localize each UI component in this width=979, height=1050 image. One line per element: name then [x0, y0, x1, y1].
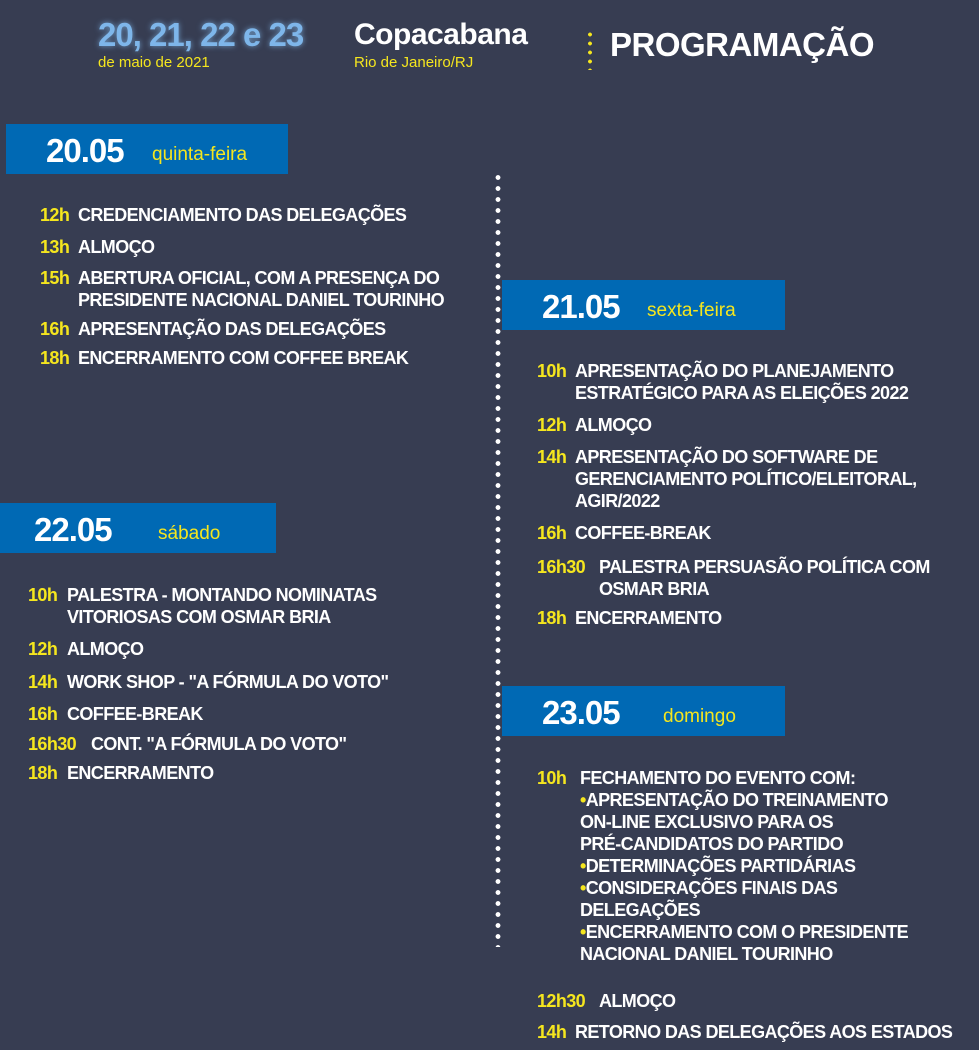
- schedule-item: [537, 414, 651, 436]
- item-text: AGIR/2022: [575, 491, 660, 511]
- day-date: 22.05: [34, 511, 112, 548]
- bullet-item: [580, 877, 908, 899]
- item-text: PALESTRA - MONTANDO NOMINATAS: [67, 585, 377, 605]
- bullet-text: NACIONAL DANIEL TOURINHO: [580, 944, 833, 964]
- schedule-item: [537, 446, 917, 512]
- schedule-item: [40, 347, 408, 369]
- item-time: 12h30: [537, 991, 586, 1011]
- day-header-22-05: [0, 503, 276, 553]
- schedule-item: [537, 522, 711, 544]
- item-time: 14h: [537, 1022, 567, 1042]
- event-dates: 20, 21, 22 e 23: [98, 16, 304, 53]
- item-text: CREDENCIAMENTO DAS DELEGAÇÕES: [78, 205, 407, 225]
- bullet-icon: •: [580, 922, 586, 942]
- page-title: PROGRAMAÇÃO: [610, 26, 874, 63]
- schedule-item: [537, 607, 721, 629]
- bullet-text: ENCERRAMENTO COM O PRESIDENTE: [585, 922, 909, 942]
- bullet-icon: •: [580, 856, 586, 876]
- item-text: PALESTRA PERSUASÃO POLÍTICA COM: [599, 557, 930, 577]
- bullet-text: CONSIDERAÇÕES FINAIS DAS: [585, 878, 838, 898]
- item-time: 10h: [28, 585, 58, 605]
- bullet-text: ON-LINE EXCLUSIVO PARA OS: [580, 812, 834, 832]
- schedule-item: [28, 638, 143, 660]
- item-time: 12h: [40, 205, 70, 225]
- item-text: ALMOÇO: [575, 415, 652, 435]
- bullet-text: DETERMINAÇÕES PARTIDÁRIAS: [585, 856, 856, 876]
- bullet-icon: •: [580, 790, 586, 810]
- day-date: 20.05: [46, 132, 124, 169]
- item-text: COFFEE-BREAK: [575, 523, 711, 543]
- item-time: 13h: [40, 237, 70, 257]
- item-text: FECHAMENTO DO EVENTO COM:: [580, 768, 856, 788]
- item-text: RETORNO DAS DELEGAÇÕES AOS ESTADOS: [575, 1022, 953, 1042]
- schedule-item: [28, 584, 377, 628]
- day-weekday: domingo: [663, 706, 736, 727]
- item-text: PRESIDENTE NACIONAL DANIEL TOURINHO: [78, 290, 445, 310]
- item-text: ENCERRAMENTO: [67, 763, 214, 783]
- schedule-item: [40, 204, 406, 226]
- item-text: ESTRATÉGICO PARA AS ELEIÇÕES 2022: [575, 383, 909, 403]
- schedule-item: [537, 767, 908, 965]
- item-time: 16h: [537, 523, 567, 543]
- item-time: 14h: [28, 672, 58, 692]
- bullet-item: [580, 789, 908, 811]
- day-date: 23.05: [542, 694, 620, 731]
- item-time: 16h30: [28, 734, 77, 754]
- item-text: APRESENTAÇÃO DO PLANEJAMENTO: [575, 361, 894, 381]
- schedule-item: [537, 556, 930, 600]
- item-text: ALMOÇO: [599, 991, 676, 1011]
- item-time: 16h: [40, 319, 70, 339]
- item-text: ENCERRAMENTO: [575, 608, 722, 628]
- day-weekday: sexta-feira: [647, 300, 736, 321]
- item-time: 18h: [28, 763, 58, 783]
- schedule-item: [537, 360, 908, 404]
- day-header-21-05: [502, 280, 785, 330]
- day-header-23-05: [502, 686, 785, 736]
- bullet-text: PRÉ-CANDIDATOS DO PARTIDO: [580, 834, 844, 854]
- item-time: 15h: [40, 268, 70, 288]
- item-time: 18h: [537, 608, 567, 628]
- item-time: 16h: [28, 704, 58, 724]
- item-text: GERENCIAMENTO POLÍTICO/ELEITORAL,: [575, 469, 917, 489]
- bullet-text: DELEGAÇÕES: [580, 900, 701, 920]
- bullet-item: [580, 921, 908, 943]
- item-text: APRESENTAÇÃO DO SOFTWARE DE: [575, 447, 878, 467]
- schedule-item: [40, 236, 154, 258]
- header-divider-dots: [588, 30, 592, 70]
- item-time: 14h: [537, 447, 567, 467]
- item-text: VITORIOSAS COM OSMAR BRIA: [67, 607, 331, 627]
- item-time: 10h: [537, 361, 567, 381]
- item-time: 16h30: [537, 557, 586, 577]
- item-text: ENCERRAMENTO COM COFFEE BREAK: [78, 348, 409, 368]
- schedule-item: [40, 318, 386, 340]
- item-text: WORK SHOP - "A FÓRMULA DO VOTO": [67, 672, 389, 692]
- day-weekday: quinta-feira: [152, 144, 248, 165]
- item-time: 18h: [40, 348, 70, 368]
- day-date: 21.05: [542, 288, 620, 325]
- schedule-item: [28, 733, 346, 755]
- item-text: ABERTURA OFICIAL, COM A PRESENÇA DO: [78, 268, 440, 288]
- item-time: 12h: [537, 415, 567, 435]
- schedule-item: [28, 762, 213, 784]
- event-month: de maio de 2021: [98, 54, 210, 71]
- item-text: ALMOÇO: [78, 237, 155, 257]
- schedule-item: [40, 267, 444, 311]
- event-state: Rio de Janeiro/RJ: [354, 54, 474, 71]
- item-time: 10h: [537, 768, 567, 788]
- day-weekday: sábado: [158, 523, 221, 544]
- item-text: ALMOÇO: [67, 639, 144, 659]
- schedule-item: [537, 990, 675, 1012]
- event-city: Copacabana: [354, 18, 528, 51]
- bullet-item: [580, 855, 908, 877]
- item-time: 12h: [28, 639, 58, 659]
- schedule-item: [537, 1021, 952, 1043]
- item-text: CONT. "A FÓRMULA DO VOTO": [91, 734, 347, 754]
- schedule-item: [28, 671, 388, 693]
- column-divider-dots: [495, 172, 501, 947]
- bullet-icon: •: [580, 878, 586, 898]
- item-text: COFFEE-BREAK: [67, 704, 203, 724]
- bullet-text: APRESENTAÇÃO DO TREINAMENTO: [585, 790, 888, 810]
- day-header-20-05: [6, 124, 288, 174]
- schedule-item: [28, 703, 203, 725]
- item-text: APRESENTAÇÃO DAS DELEGAÇÕES: [78, 319, 386, 339]
- item-text: OSMAR BRIA: [599, 579, 709, 599]
